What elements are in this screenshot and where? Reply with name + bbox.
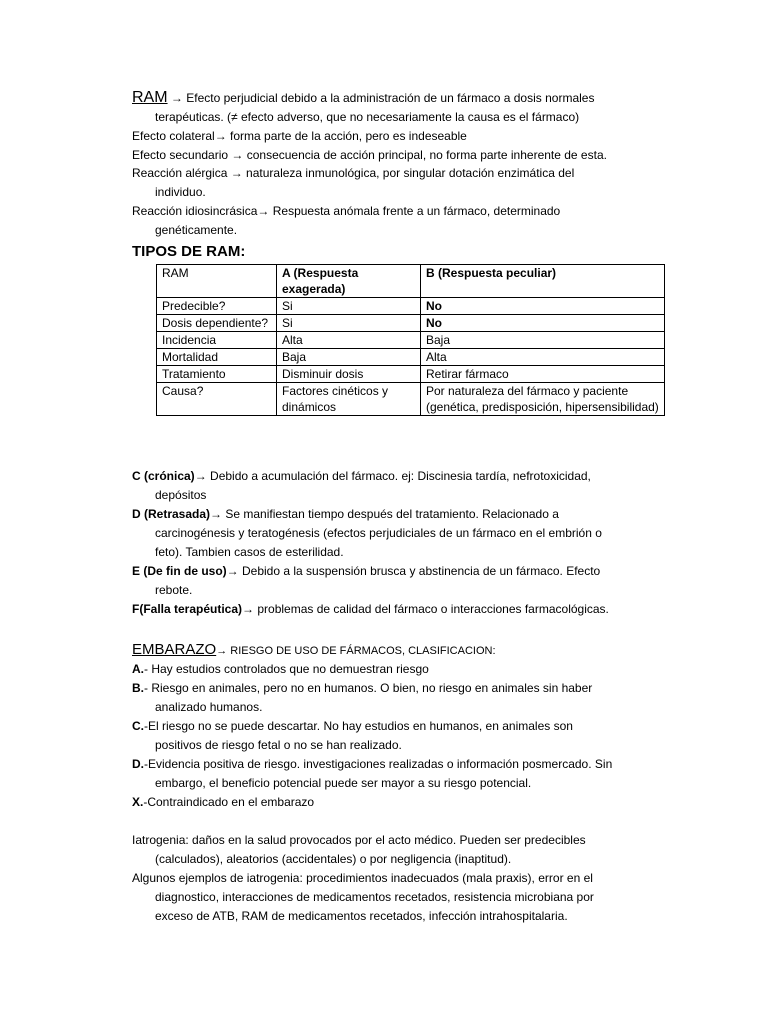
table-header-cell: RAM bbox=[157, 265, 277, 298]
tipo-d-text: → Se manifiestan tiempo después del tratamiento. Relacionado a bbox=[210, 507, 559, 521]
table-cell: Alta bbox=[421, 349, 665, 366]
table-row bbox=[157, 298, 665, 315]
embarazo-d-line-2: embargo, el beneficio potencial puede ser mayor a su riesgo potencial. bbox=[155, 776, 532, 790]
embarazo-c-line-2: positivos de riesgo fetal o no se han realizado. bbox=[155, 738, 402, 752]
tipo-c-label: C (crónica) bbox=[132, 469, 195, 483]
tipo-f-label: F(Falla terapéutica) bbox=[132, 602, 243, 616]
table-cell: No bbox=[421, 315, 665, 332]
tipo-e-line-2: rebote. bbox=[155, 583, 193, 597]
table-cell: Causa? bbox=[157, 383, 277, 416]
tipo-c-text: → Debido a acumulación del fármaco. ej: Discinesia tardía, nefrotoxicidad, bbox=[194, 469, 591, 483]
embarazo-d-text: -Evidencia positiva de riesgo. investigaciones realizadas o información posmercado. Sin bbox=[144, 757, 613, 771]
reaccion-alergica-line-1: Reacción alérgica → naturaleza inmunológica, por singular dotación enzimática del bbox=[132, 166, 575, 180]
tipo-d-line-3: feto). Tambien casos de esterilidad. bbox=[155, 545, 344, 559]
table-cell: Factores cinéticos y dinámicos bbox=[277, 383, 421, 416]
table-header-cell: B (Respuesta peculiar) bbox=[421, 265, 665, 298]
iatrogenia-ejemplos-line-1: Algunos ejemplos de iatrogenia: procedimientos inadecuados (mala praxis), error en el bbox=[132, 871, 593, 885]
tipo-c-line-2: depósitos bbox=[155, 488, 207, 502]
table-cell: Alta bbox=[277, 332, 421, 349]
efecto-secundario: Efecto secundario → consecuencia de acción principal, no forma parte inherente de esta. bbox=[132, 148, 607, 162]
table-row bbox=[157, 366, 665, 383]
embarazo-d-line-1 bbox=[132, 755, 652, 774]
embarazo-b-line-2: analizado humanos. bbox=[155, 700, 263, 714]
embarazo-b-line-1 bbox=[132, 679, 652, 698]
table-cell: Disminuir dosis bbox=[277, 366, 421, 383]
embarazo-heading: EMBARAZO bbox=[132, 641, 217, 658]
embarazo-c-text: -El riesgo no se puede descartar. No hay estudios en humanos, en animales son bbox=[144, 719, 573, 733]
tipo-d-line-1 bbox=[132, 505, 652, 524]
ram-definition-line-2: terapéuticas. (≠ efecto adverso, que no necesariamente la causa es el fármaco) bbox=[155, 110, 580, 124]
iatrogenia-line-2: (calculados), aleatorios (accidentales) o por negligencia (inaptitud). bbox=[155, 852, 512, 866]
reaccion-idiosincrasica-line-1: Reacción idiosincrásica→ Respuesta anómala frente a un fármaco, determinado bbox=[132, 204, 561, 218]
table-cell: Dosis dependiente? bbox=[157, 315, 277, 332]
tipo-e-label: E (De fin de uso) bbox=[132, 564, 227, 578]
tipo-e-line-1 bbox=[132, 562, 652, 581]
table-row bbox=[157, 349, 665, 366]
table-cell: Incidencia bbox=[157, 332, 277, 349]
table-cell: Si bbox=[277, 315, 421, 332]
embarazo-b-text: - Riesgo en animales, pero no en humanos. O bien, no riesgo en animales sin haber bbox=[144, 681, 593, 695]
embarazo-a-label: A. bbox=[132, 662, 144, 676]
embarazo-b-label: B. bbox=[132, 681, 144, 695]
efecto-colateral: Efecto colateral→ forma parte de la acción, pero es indeseable bbox=[132, 129, 467, 143]
tipo-d-label: D (Retrasada) bbox=[132, 507, 211, 521]
reaccion-idiosincrasica-line-2: genéticamente. bbox=[155, 223, 238, 237]
tipo-e-text: → Debido a la suspensión brusca y abstinencia de un fármaco. Efecto bbox=[226, 564, 601, 578]
tipos-de-ram-heading: TIPOS DE RAM: bbox=[132, 243, 246, 260]
embarazo-a-line bbox=[132, 660, 652, 679]
iatrogenia-ejemplos-line-2: diagnostico, interacciones de medicamentos recetados, resistencia microbiana por bbox=[155, 890, 594, 904]
tipo-c-line-1 bbox=[132, 467, 652, 486]
table-cell: Baja bbox=[421, 332, 665, 349]
embarazo-heading-line bbox=[132, 640, 652, 661]
embarazo-c-label: C. bbox=[132, 719, 144, 733]
table-header-row bbox=[157, 265, 665, 298]
embarazo-c-line-1 bbox=[132, 717, 652, 736]
table-row bbox=[157, 383, 665, 416]
table-header-cell: A (Respuesta exagerada) bbox=[277, 265, 421, 298]
table-cell: Predecible? bbox=[157, 298, 277, 315]
embarazo-x-text: -Contraindicado en el embarazo bbox=[143, 795, 315, 809]
tipo-d-line-2: carcinogénesis y teratogénesis (efectos perjudiciales de un fármaco en el embrión o bbox=[155, 526, 602, 540]
embarazo-d-label: D. bbox=[132, 757, 144, 771]
table-cell: Si bbox=[277, 298, 421, 315]
table-cell: No bbox=[421, 298, 665, 315]
table-cell: Tratamiento bbox=[157, 366, 277, 383]
ram-types-table bbox=[156, 264, 665, 416]
tipo-f-line-1 bbox=[132, 600, 652, 619]
reaccion-alergica-line-2: individuo. bbox=[155, 185, 206, 199]
table-row bbox=[157, 332, 665, 349]
iatrogenia-ejemplos-line-3: exceso de ATB, RAM de medicamentos recetados, infección intrahospitalaria. bbox=[155, 909, 568, 923]
table-cell: Mortalidad bbox=[157, 349, 277, 366]
table-row bbox=[157, 315, 665, 332]
ram-definition-text: → Efecto perjudicial debido a la administración de un fármaco a dosis normales bbox=[170, 91, 595, 105]
embarazo-a-text: - Hay estudios controlados que no demuestran riesgo bbox=[144, 662, 429, 676]
ram-definition-line-1 bbox=[132, 88, 652, 108]
embarazo-x-line bbox=[132, 793, 652, 812]
embarazo-subtitle: → RIESGO DE USO DE FÁRMACOS, CLASIFICACION: bbox=[216, 645, 496, 657]
embarazo-x-label: X. bbox=[132, 795, 144, 809]
tipo-f-text: → problemas de calidad del fármaco o interacciones farmacológicas. bbox=[242, 602, 609, 616]
table-cell: Retirar fármaco bbox=[421, 366, 665, 383]
table-cell: Por naturaleza del fármaco y paciente (genética, predisposición, hipersensibilidad) bbox=[421, 383, 665, 416]
table-cell: Baja bbox=[277, 349, 421, 366]
iatrogenia-line-1: Iatrogenia: daños en la salud provocados por el acto médico. Pueden ser predecibles bbox=[132, 833, 586, 847]
ram-heading: RAM bbox=[132, 89, 168, 106]
